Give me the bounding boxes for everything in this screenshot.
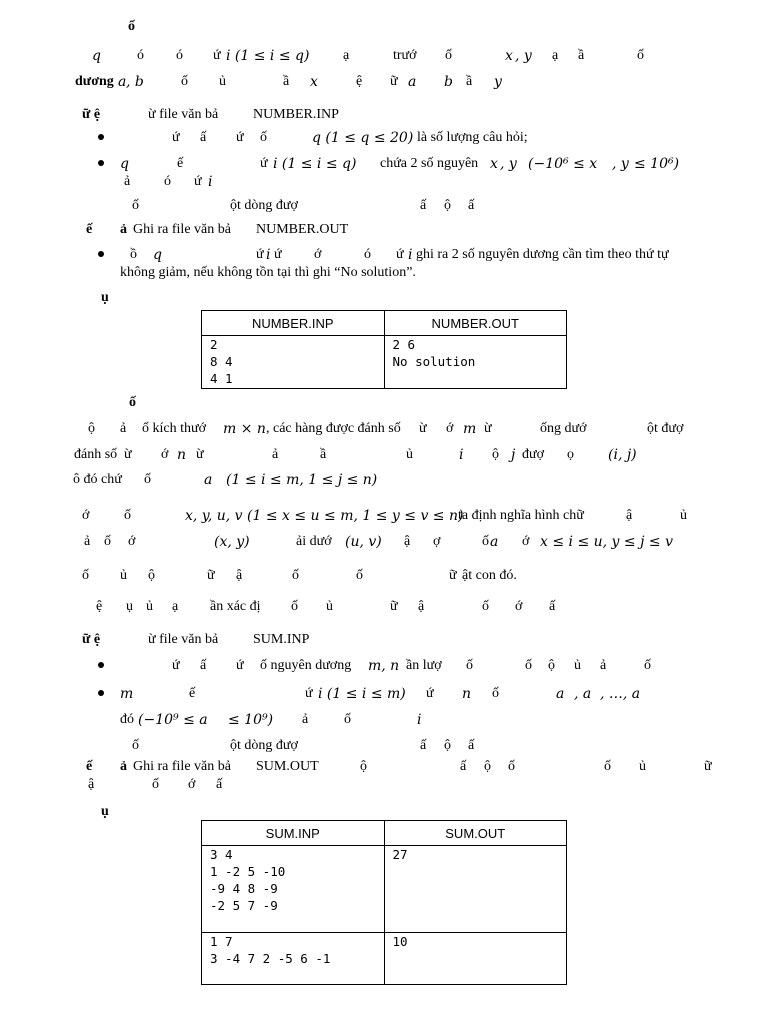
text-run: ồ <box>130 247 137 262</box>
table-header-output: SUM.OUT <box>384 821 567 846</box>
text-run: ố <box>104 534 111 549</box>
text-run: ố <box>181 74 188 89</box>
text-run: ả <box>302 712 309 727</box>
cell-line: 27 <box>392 847 408 862</box>
text-run: q <box>120 156 129 172</box>
text-run: ố <box>644 658 651 673</box>
text-run: i <box>408 247 413 263</box>
text-run: ớ <box>188 777 196 792</box>
table-header-input: SUM.INP <box>202 821 385 846</box>
text-run: ô đó chứ <box>73 472 122 487</box>
text-run: ứ <box>194 174 202 189</box>
table-row <box>202 846 567 933</box>
text-run: ứ <box>256 247 264 262</box>
text-run: ớ <box>314 247 322 262</box>
table-cell-output <box>384 336 567 389</box>
text-run: ố <box>466 658 473 673</box>
text-run: ợ <box>433 534 441 549</box>
text-run: trướ <box>393 48 417 63</box>
problem1-output-bullet-line2: không giảm, nếu không tồn tại thì ghi “No solution”. <box>120 265 416 280</box>
text-run: ữ <box>704 759 712 774</box>
text-run: ứ <box>305 686 313 701</box>
text-run: j <box>511 447 516 463</box>
text-run: chứa 2 số nguyên <box>380 156 479 171</box>
text-run: ố <box>260 130 267 145</box>
text-run: ố <box>344 712 351 727</box>
text-run: ứ <box>274 247 282 262</box>
text-run: (1 ≤ i ≤ m, 1 ≤ j ≤ n) <box>226 472 378 488</box>
text-run: ghi ra 2 số nguyên dương cần tìm theo thứ tự <box>416 247 669 262</box>
text-run: , y <box>515 48 532 64</box>
text-run: ố <box>82 568 89 583</box>
text-run: ọ <box>567 447 574 462</box>
bullet-dot <box>98 690 104 696</box>
bullet-dot <box>98 251 104 257</box>
text-run: m, n <box>368 658 400 674</box>
text-run: dương <box>75 74 114 89</box>
cell-line: 2 <box>210 337 218 352</box>
text-run: i (1 ≤ i ≤ q) <box>273 156 357 172</box>
text-run: ả <box>124 174 131 189</box>
text-run: q (1 ≤ q ≤ 20) <box>312 130 414 146</box>
text-run: ta định nghĩa hình chữ <box>458 508 584 523</box>
text-run: ật con đó. <box>462 568 517 583</box>
text-run: ế <box>86 759 93 774</box>
text-run: ậ <box>626 508 633 523</box>
text-run: ấ <box>460 759 467 774</box>
text-run: , b <box>126 74 144 90</box>
text-run: ộ <box>484 759 491 774</box>
text-run: ế <box>177 156 184 171</box>
text-run: i (1 ≤ i ≤ m) <box>318 686 406 702</box>
text-run: ần xác đị <box>210 599 261 614</box>
text-run: ố <box>144 472 151 487</box>
text-run: ậ <box>418 599 425 614</box>
text-run: ấ <box>549 599 556 614</box>
text-run: ừ <box>196 447 204 462</box>
text-run: , a <box>574 686 592 702</box>
text-run: ấ <box>468 198 475 213</box>
text-run: ủ <box>219 74 226 89</box>
text-run: ấ <box>420 738 427 753</box>
text-run: ừ file văn bả <box>148 632 219 647</box>
bullet-dot <box>98 134 104 140</box>
table-row <box>202 933 567 985</box>
bullet-dot <box>98 662 104 668</box>
problem1-title: ố <box>128 19 135 34</box>
text-run: ớ <box>446 421 454 436</box>
text-run: ứ <box>236 658 244 673</box>
text-run: ớ <box>82 508 90 523</box>
text-run: ạ <box>552 48 559 63</box>
text-run: ố <box>604 759 611 774</box>
text-run: ấ <box>200 130 207 145</box>
text-run: a <box>556 686 565 702</box>
text-run: ấ <box>420 198 427 213</box>
text-run: a <box>118 74 127 90</box>
table-cell-input <box>202 846 385 933</box>
text-run: ủ <box>120 568 127 583</box>
text-run: m × n <box>223 421 266 437</box>
text-run: ả <box>120 759 127 774</box>
text-run: ố <box>637 48 644 63</box>
text-run: ứ <box>260 156 268 171</box>
text-run: , …, a <box>600 686 641 702</box>
cell-line: 4 1 <box>210 371 233 386</box>
text-run: ộ <box>148 568 155 583</box>
text-run: n <box>462 686 472 702</box>
text-run: i (1 ≤ i ≤ q) <box>226 48 310 64</box>
text-run: ạ <box>343 48 350 63</box>
text-run: x ≤ i ≤ u, y ≤ j ≤ v <box>540 534 673 550</box>
problem2-example-label: ụ <box>101 804 109 819</box>
cell-line: -2 5 7 -9 <box>210 898 278 913</box>
text-run: ứ <box>213 48 221 63</box>
text-run: ộ <box>88 421 95 436</box>
cell-line: 8 4 <box>210 354 233 369</box>
text-run: x <box>490 156 498 172</box>
text-run: NUMBER.INP <box>253 107 339 122</box>
text-run: ố nguyên dương <box>260 658 352 673</box>
text-run: Ghi ra file văn bả <box>133 222 231 237</box>
text-run: (−10⁹ ≤ a <box>138 712 208 728</box>
text-run: x, y, u, v (1 ≤ x ≤ u ≤ m, 1 ≤ y ≤ v ≤ n) <box>185 508 464 524</box>
cell-line: 1 7 <box>210 934 233 949</box>
text-run: NUMBER.OUT <box>256 222 349 237</box>
text-run: ạ <box>172 599 179 614</box>
text-run: ả <box>120 222 127 237</box>
text-run: ố <box>482 534 489 549</box>
text-run: ố <box>152 777 159 792</box>
text-run: ột dòng đượ <box>230 198 298 213</box>
text-run: đó <box>120 712 134 727</box>
text-run: ệ <box>96 599 103 614</box>
cell-line: 10 <box>392 934 408 949</box>
text-run: , các hàng được đánh số <box>266 421 401 436</box>
text-run: ầ <box>466 74 473 89</box>
text-run: (i, j) <box>608 447 637 463</box>
table-cell-output <box>384 933 567 985</box>
text-run: ớ <box>128 534 136 549</box>
text-run: ứ <box>426 686 434 701</box>
text-run: ữ ệ <box>82 632 101 647</box>
text-run: ố <box>132 198 139 213</box>
cell-line: 1 -2 5 -10 <box>210 864 286 879</box>
text-run: ải dướ <box>296 534 332 549</box>
text-run: ấ <box>468 738 475 753</box>
table-header-input: NUMBER.INP <box>202 311 385 336</box>
text-run: ầ <box>320 447 327 462</box>
text-run: ứ <box>172 130 180 145</box>
text-run: ữ <box>207 568 215 583</box>
table-cell-output <box>384 846 567 933</box>
text-run: ứ <box>236 130 244 145</box>
text-run: ế <box>189 686 196 701</box>
text-run: x <box>310 74 318 90</box>
text-run: ố <box>445 48 452 63</box>
problem1-example-label: ụ <box>101 290 109 305</box>
text-run: b <box>444 74 453 90</box>
text-run: i <box>266 247 271 263</box>
text-run: ộ <box>492 447 499 462</box>
text-run: ủ <box>146 599 153 614</box>
text-run: (x, y) <box>214 534 250 550</box>
text-run: ữ <box>449 568 457 583</box>
text-run: ủ <box>574 658 581 673</box>
text-run: ố <box>482 599 489 614</box>
text-run: ủ <box>680 508 687 523</box>
table-cell-input <box>202 933 385 985</box>
text-run: ố <box>508 759 515 774</box>
text-run: ứ <box>172 658 180 673</box>
text-run: q <box>92 48 101 64</box>
text-run: ≤ 10⁹) <box>228 712 274 728</box>
text-run: Ghi ra file văn bả <box>133 759 231 774</box>
text-run: m <box>463 421 477 437</box>
problem2-title: ố <box>129 395 136 410</box>
text-run: ố <box>492 686 499 701</box>
text-run: ộ <box>444 198 451 213</box>
text-run: ộ <box>360 759 367 774</box>
text-run: ậ <box>88 777 95 792</box>
text-run: SUM.INP <box>253 632 310 647</box>
text-run: ấ <box>200 658 207 673</box>
text-run: ố <box>292 568 299 583</box>
text-run: a <box>408 74 417 90</box>
table-header-output: NUMBER.OUT <box>384 311 567 336</box>
text-run: ế <box>86 222 93 237</box>
text-run: i <box>459 447 464 463</box>
text-run: ấ <box>216 777 223 792</box>
text-run: ữ <box>390 74 398 89</box>
cell-line: -9 4 8 -9 <box>210 881 278 896</box>
text-run: ầ <box>578 48 585 63</box>
problem2-example-table <box>201 820 567 985</box>
problem1-example-table <box>201 310 567 389</box>
text-run: , y <box>612 156 629 172</box>
text-run: ống dướ <box>540 421 587 436</box>
text-run: i <box>208 174 213 190</box>
text-run: m <box>120 686 134 702</box>
text-run: ố <box>356 568 363 583</box>
text-run: ớ <box>161 447 169 462</box>
text-run: ừ <box>484 421 492 436</box>
cell-line: 3 -4 7 2 -5 6 -1 <box>210 951 331 966</box>
text-run: a <box>204 472 213 488</box>
text-run: ≤ 10⁶) <box>634 156 680 172</box>
text-run: ó <box>164 174 171 189</box>
text-run: ộ <box>548 658 555 673</box>
text-run: ữ ệ <box>82 107 101 122</box>
text-run: ừ file văn bả <box>148 107 219 122</box>
cell-line: No solution <box>392 354 476 369</box>
text-run: ố <box>291 599 298 614</box>
text-run: ậ <box>404 534 411 549</box>
cell-line: 3 4 <box>210 847 233 862</box>
text-run: ứ <box>396 247 404 262</box>
text-run: ả <box>120 421 127 436</box>
text-run: đượ <box>522 447 544 462</box>
text-run: ột dòng đượ <box>230 738 298 753</box>
cell-line: 2 6 <box>392 337 416 352</box>
text-run: ụ <box>126 599 133 614</box>
text-run: ột đượ <box>647 421 684 436</box>
text-run: ữ <box>390 599 398 614</box>
text-run: y <box>494 74 502 90</box>
text-run: ủ <box>406 447 413 462</box>
text-run: (u, v) <box>345 534 382 550</box>
text-run: ệ <box>356 74 363 89</box>
text-run: là số lượng câu hỏi; <box>417 130 528 145</box>
text-run: ó <box>137 48 144 63</box>
text-run: ố <box>132 738 139 753</box>
text-run: , y <box>500 156 517 172</box>
table-cell-input <box>202 336 385 389</box>
text-run: n <box>177 447 187 463</box>
text-run: ậ <box>236 568 243 583</box>
text-run: (−10⁶ ≤ x <box>528 156 598 172</box>
text-run: ố <box>525 658 532 673</box>
text-run: ớ <box>522 534 530 549</box>
text-run: x <box>505 48 513 64</box>
text-run: SUM.OUT <box>256 759 319 774</box>
text-run: ừ <box>124 447 132 462</box>
text-run: ần lượ <box>406 658 442 673</box>
text-run: ó <box>364 247 371 262</box>
text-run: i <box>417 712 422 728</box>
text-run: ớ <box>515 599 523 614</box>
bullet-dot <box>98 160 104 166</box>
text-run: ủ <box>326 599 333 614</box>
text-run: ó <box>176 48 183 63</box>
text-run: ầ <box>283 74 290 89</box>
text-run: ừ <box>419 421 427 436</box>
text-run: ố kích thướ <box>142 421 206 436</box>
text-run: ả <box>272 447 279 462</box>
text-run: q <box>153 247 162 263</box>
text-run: đánh số <box>74 447 118 462</box>
text-run: ố <box>124 508 131 523</box>
text-run: a <box>490 534 499 550</box>
text-run: ộ <box>444 738 451 753</box>
text-run: ả <box>84 534 91 549</box>
text-run: ả <box>600 658 607 673</box>
text-run: ủ <box>639 759 646 774</box>
